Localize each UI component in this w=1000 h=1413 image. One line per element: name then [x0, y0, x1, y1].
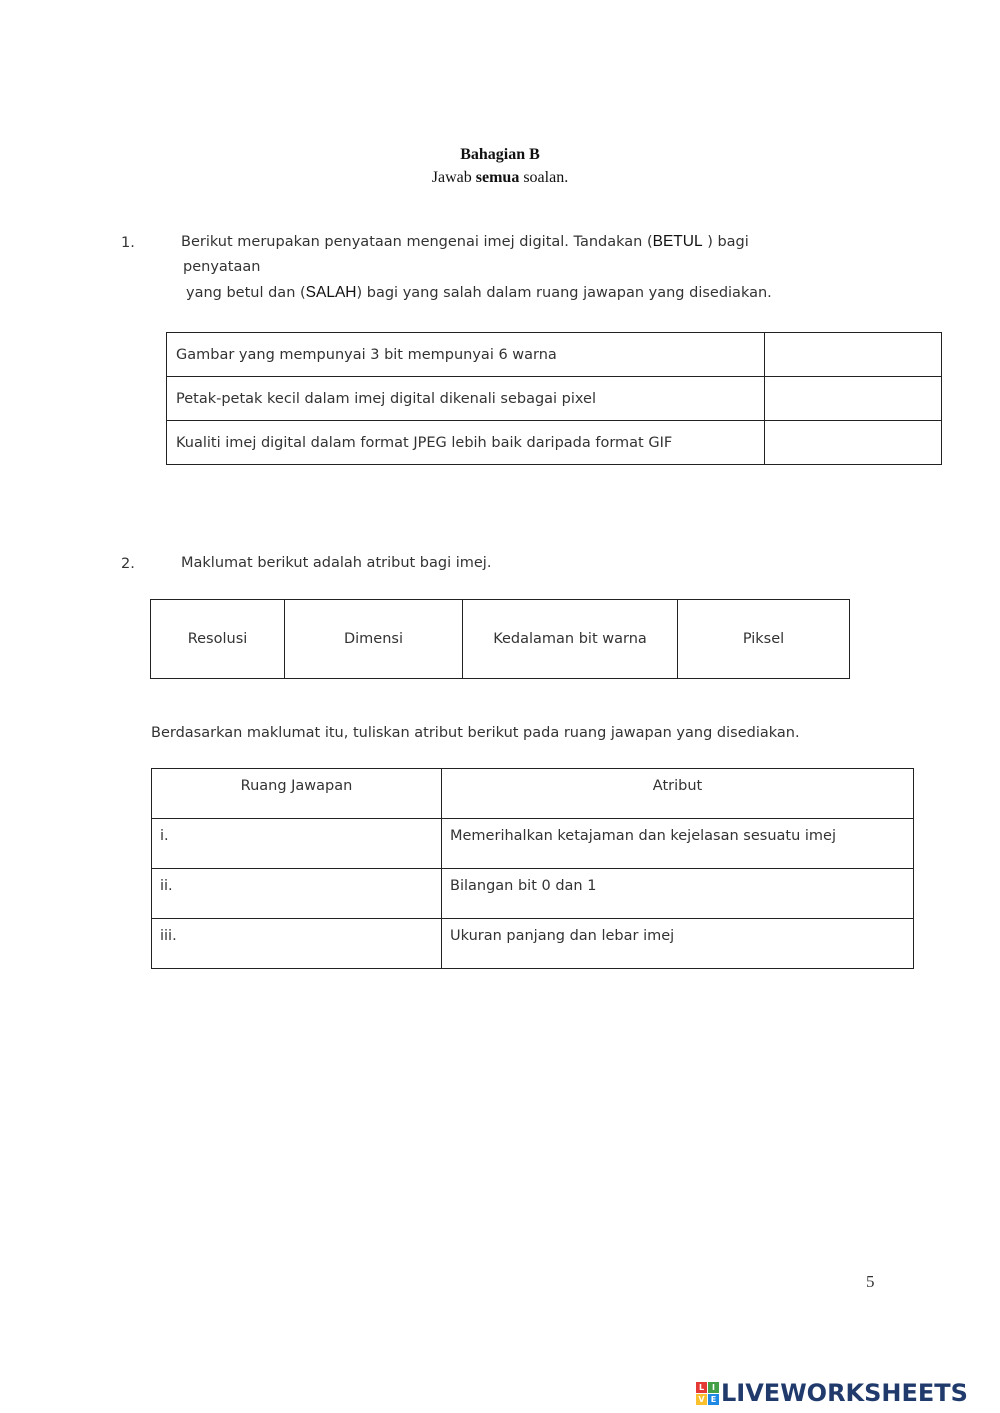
keyword-salah: SALAH — [305, 284, 357, 301]
statement-cell: Gambar yang mempunyai 3 bit mempunyai 6 warna — [167, 333, 765, 377]
statement-cell: Kualiti imej digital dalam format JPEG lebih baik daripada format GIF — [167, 421, 765, 465]
answer-space-1[interactable]: i. — [152, 819, 442, 869]
statement-cell: Petak-petak kecil dalam imej digital dikenali sebagai pixel — [167, 377, 765, 421]
table-row — [167, 421, 942, 465]
keyword-betul: BETUL — [652, 233, 703, 250]
answer-space-2[interactable]: ii. — [152, 869, 442, 919]
logo-mark-letter: L — [696, 1382, 707, 1393]
question-2-number: 2. — [121, 556, 135, 572]
table-row — [167, 333, 942, 377]
logo-mark-icon — [696, 1382, 719, 1405]
table-row — [152, 919, 914, 969]
answer-cell-1[interactable] — [765, 333, 942, 377]
question-2-intro: Maklumat berikut adalah atribut bagi imej. — [181, 555, 492, 571]
attribute-options-table — [150, 599, 850, 679]
question-1-number: 1. — [121, 235, 135, 251]
table-row — [151, 600, 850, 679]
attribute-option: Resolusi — [151, 600, 285, 679]
logo-mark-letter: I — [708, 1382, 719, 1393]
attribute-description: Ukuran panjang dan lebar imej — [442, 919, 914, 969]
attribute-option: Dimensi — [285, 600, 463, 679]
attribute-option: Kedalaman bit warna — [463, 600, 678, 679]
table-row — [167, 377, 942, 421]
logo-mark-letter: E — [708, 1394, 719, 1405]
table-row — [152, 869, 914, 919]
answer-table — [151, 768, 914, 969]
table-row — [152, 819, 914, 869]
q1-line3-suffix: ) bagi yang salah dalam ruang jawapan yang disediakan. — [356, 285, 772, 301]
question-1-line-1 — [181, 233, 749, 251]
instruction-suffix: soalan. — [519, 169, 569, 186]
header-ruang-jawapan: Ruang Jawapan — [152, 769, 442, 819]
liveworksheets-logo[interactable] — [696, 1378, 968, 1408]
question-2-instruction: Berdasarkan maklumat itu, tuliskan atribut berikut pada ruang jawapan yang disediakan. — [151, 725, 800, 741]
attribute-option: Piksel — [678, 600, 850, 679]
q1-line1-suffix: ) bagi — [702, 234, 749, 250]
instruction-prefix: Jawab — [431, 169, 476, 186]
table-header-row — [152, 769, 914, 819]
attribute-description: Memerihalkan ketajaman dan kejelasan sesuatu imej — [442, 819, 914, 869]
question-1-line-3 — [186, 284, 772, 302]
page-number: 5 — [866, 1272, 875, 1291]
answer-space-3[interactable]: iii. — [152, 919, 442, 969]
answer-cell-3[interactable] — [765, 421, 942, 465]
question-1-line-2: penyataan — [183, 259, 261, 275]
section-instruction — [0, 169, 1000, 187]
attribute-description: Bilangan bit 0 dan 1 — [442, 869, 914, 919]
header-atribut: Atribut — [442, 769, 914, 819]
instruction-emphasis: semua — [475, 169, 520, 186]
answer-cell-2[interactable] — [765, 377, 942, 421]
section-title: Bahagian B — [460, 146, 540, 163]
logo-text: LIVEWORKSHEETS — [721, 1379, 968, 1407]
q1-line3-prefix: yang betul dan ( — [186, 285, 306, 301]
true-false-table — [166, 332, 942, 465]
q1-line1-prefix: Berikut merupakan penyataan mengenai imej digital. Tandakan ( — [181, 234, 653, 250]
logo-mark-letter: V — [696, 1394, 707, 1405]
